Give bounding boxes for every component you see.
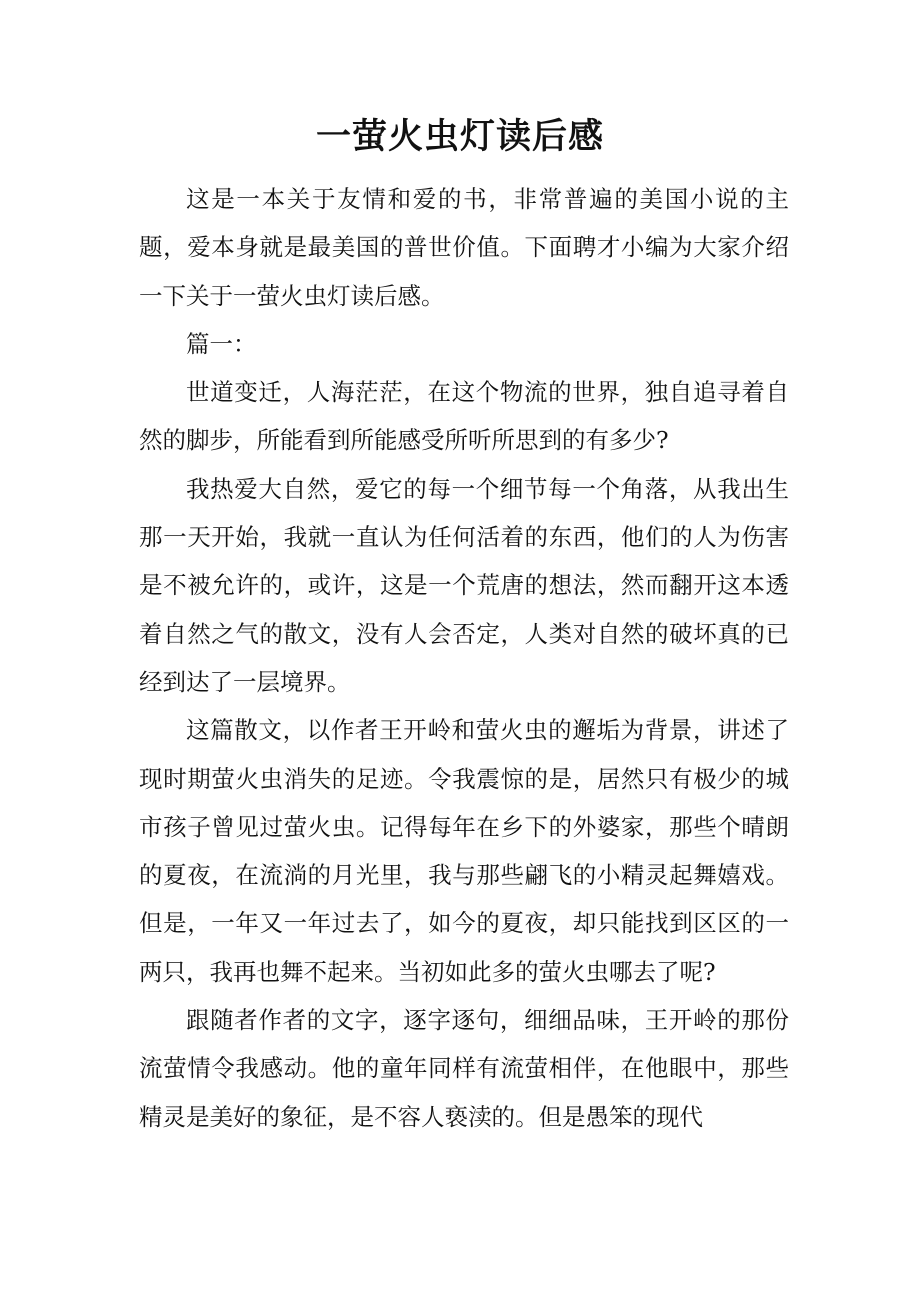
- paragraph-intro: 这是一本关于友情和爱的书，非常普遍的美国小说的主题，爱本身就是最美国的普世价值。下面聘才小编为大家介绍一下关于一萤火虫灯读后感。: [139, 185, 789, 310]
- paragraph-3: 我热爱大自然，爱它的每一个细节每一个角落，从我出生那一天开始，我就一直认为任何活着的东西，他们的人为伤害是不被允许的，或许，这是一个荒唐的想法，然而翻开这本透着自然之气的散文，没有人会否定，人类对自然的破坏真的已经到达了一层境界。: [139, 474, 789, 696]
- paragraph-section-heading: 篇一：: [186, 329, 257, 358]
- paragraph-5: 跟随者作者的文字，逐字逐句，细细品味，王开岭的那份流萤情令我感动。他的童年同样有流萤相伴，在他眼中，那些精灵是美好的象征，是不容人亵渎的。但是愚笨的现代: [139, 1006, 789, 1131]
- document-title: 一萤火虫灯读后感: [315, 116, 604, 157]
- paragraph-4: 这篇散文，以作者王开岭和萤火虫的邂垢为背景，讲述了现时期萤火虫消失的足迹。令我震惊的是，居然只有极少的城市孩子曾见过萤火虫。记得每年在乡下的外婆家，那些个晴朗的夏夜，在流淌的月光里，我与那些翩飞的小精灵起舞嬉戏。但是，一年又一年过去了，如今的夏夜，却只能找到区区的一两只，我再也舞不起来。当初如此多的萤火虫哪去了呢?: [139, 716, 789, 986]
- document-body: [139, 175, 789, 1141]
- paragraph-2: 世道变迁，人海茫茫，在这个物流的世界，独自追寻着自然的脚步，所能看到所能感受所听所思到的有多少?: [139, 378, 789, 455]
